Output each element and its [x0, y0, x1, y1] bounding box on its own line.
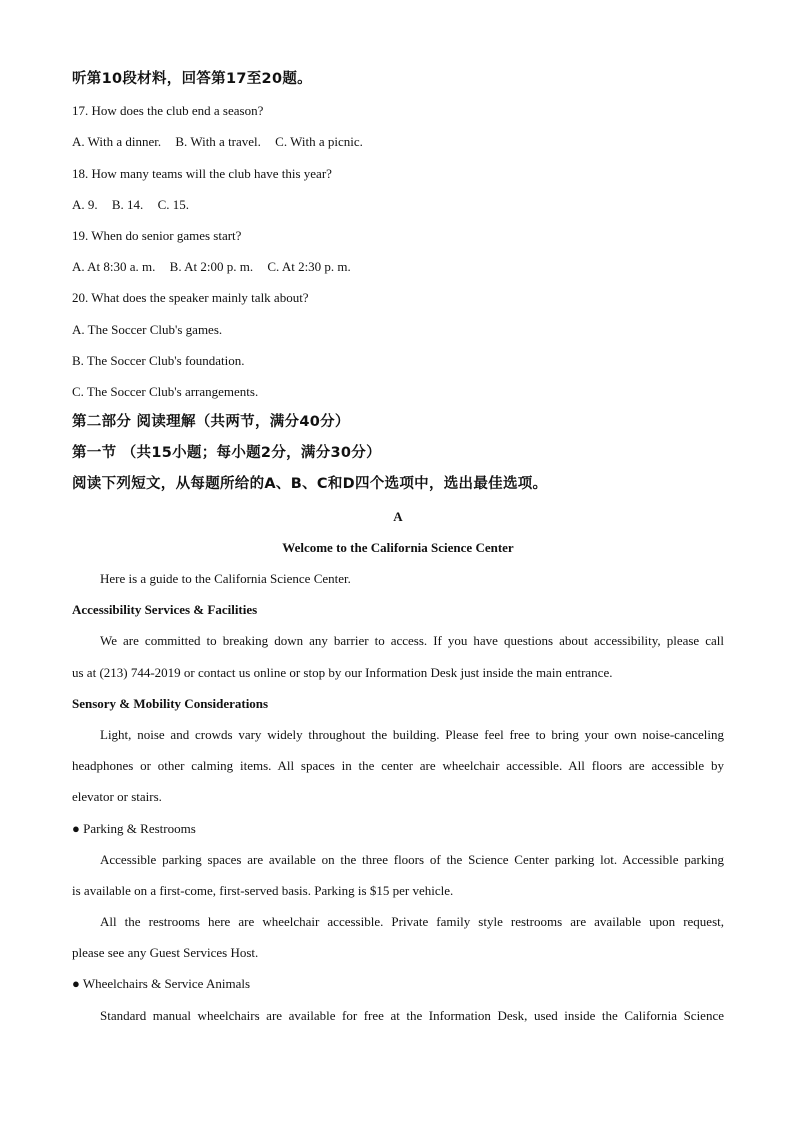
question-stem: 20. What does the speaker mainly talk about? — [72, 290, 309, 306]
paragraph-line: us at (213) 744-2019 or contact us online or stop by our Information Desk just inside the main entrance. — [72, 664, 613, 680]
option-c: C. The Soccer Club's arrangements. — [72, 383, 259, 399]
paragraph-line: is available on a first-come, first-served basis. Parking is $15 per vehicle. — [72, 882, 454, 898]
wheelchair-heading: ● Wheelchairs & Service Animals — [72, 976, 251, 992]
option-b: B. With a travel. — [175, 134, 261, 150]
question-19 — [72, 220, 724, 282]
passage-letter: A — [393, 508, 403, 524]
accessibility-heading: Accessibility Services & Facilities — [72, 602, 258, 618]
option-a: A. The Soccer Club's games. — [72, 321, 223, 337]
option-b: B. At 2:00 p. m. — [169, 259, 254, 275]
question-17 — [72, 95, 724, 157]
paragraph-line: We are committed to breaking down any barrier to access. If you have questions about accessibility, please call — [100, 633, 724, 649]
option-b: B. 14. — [111, 196, 144, 212]
paragraph-line: headphones or other calming items. All spaces in the center are wheelchair accessible. All floors are accessible by — [72, 758, 724, 774]
option-a: A. At 8:30 a. m. — [72, 259, 156, 275]
reading-section-title: 第一节 （共15小题；每小题2分，满分30分） — [72, 445, 381, 462]
option-b: B. The Soccer Club's foundation. — [72, 352, 245, 368]
paragraph-line: elevator or stairs. — [72, 789, 162, 805]
option-c: C. At 2:30 p. m. — [267, 259, 351, 275]
listening-section-header: 听第10段材料，回答第17至20题。 — [72, 71, 312, 87]
question-options — [72, 251, 724, 282]
question-stem: 19. When do senior games start? — [72, 227, 242, 243]
question-options — [72, 126, 724, 157]
passage-intro: Here is a guide to the California Science Center. — [100, 571, 351, 586]
option-a: A. With a dinner. — [72, 134, 162, 150]
exam-page — [72, 64, 724, 1031]
paragraph-line: Light, noise and crowds vary widely throughout the building. Please feel free to bring your own noise-canceling — [100, 726, 724, 742]
option-c: C. 15. — [157, 196, 189, 212]
paragraph-line: Accessible parking spaces are available on the three floors of the Science Center parking lot. Accessible parking — [100, 851, 724, 867]
question-18 — [72, 158, 724, 220]
option-c: C. With a picnic. — [275, 134, 363, 150]
passage-title: Welcome to the California Science Center — [282, 539, 514, 555]
paragraph-line: All the restrooms here are wheelchair accessible. Private family style restrooms are available upon request, — [100, 914, 724, 930]
paragraph-line: please see any Guest Services Host. — [72, 945, 259, 961]
option-a: A. 9. — [72, 196, 98, 212]
question-stem: 18. How many teams will the club have this year? — [72, 165, 332, 181]
paragraph-line: Standard manual wheelchairs are available for free at the Information Desk, used inside the California Science — [100, 1007, 724, 1023]
question-20 — [72, 282, 724, 407]
parking-heading: ● Parking & Restrooms — [72, 820, 196, 836]
reading-part-title: 第二部分 阅读理解（共两节，满分40分） — [72, 414, 350, 431]
sensory-heading: Sensory & Mobility Considerations — [72, 695, 269, 711]
question-options — [72, 189, 724, 220]
reading-instructions: 阅读下列短文，从每题所给的A、B、C和D四个选项中，选出最佳选项。 — [72, 476, 548, 493]
question-stem: 17. How does the club end a season? — [72, 103, 264, 119]
